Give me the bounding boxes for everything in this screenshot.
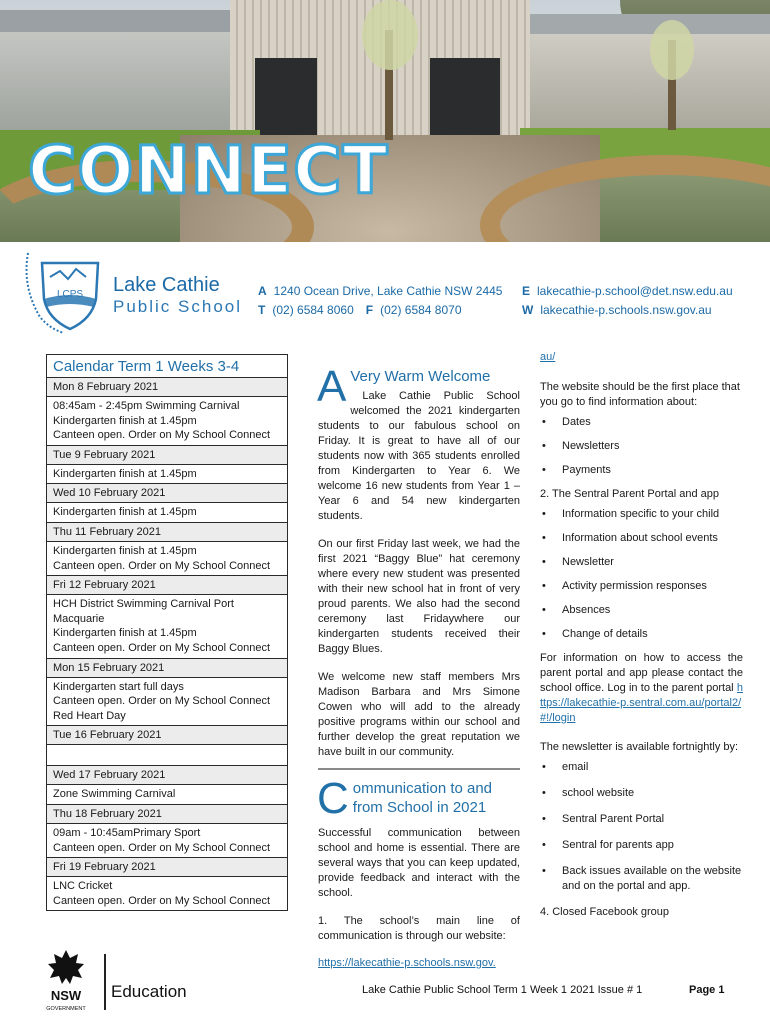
- sentral-heading: 2. The Sentral Parent Portal and app: [540, 488, 719, 500]
- government-wordmark: GOVERNMENT: [46, 1006, 86, 1012]
- bullet-item: • Change of details: [540, 627, 743, 642]
- bullet-item: • Sentral Parent Portal: [540, 812, 743, 827]
- newsletter-channel-list: [540, 760, 743, 894]
- communication-paragraph-1: Successful communication between school and home is essential. There are several ways that you can keep updated, provide feedback and interact with the school.: [318, 827, 520, 899]
- calendar-day: [47, 805, 287, 858]
- calendar-event: Zone Swimming Carnival: [53, 788, 176, 801]
- welcome-section: [317, 362, 520, 760]
- issue-info: Lake Cathie Public School Term 1 Week 1 2021 Issue # 1: [362, 984, 643, 996]
- contact-block-left: [258, 282, 502, 320]
- communication-heading-line2: from School in 2021: [352, 799, 487, 816]
- parent-portal-link[interactable]: https://lakecathie-p.sentral.com.au/portal2/#!/login: [540, 682, 743, 724]
- footer-divider: [104, 954, 106, 1010]
- calendar-event: Kindergarten finish at 1.45pm: [53, 506, 197, 519]
- banner-photo-doorway-left: [255, 58, 317, 140]
- calendar-event: 08:45am - 2:45pm Swimming Carnival: [53, 400, 240, 412]
- calendar-day-events: [47, 824, 287, 857]
- address-key: A: [258, 284, 267, 298]
- calendar-day: [47, 766, 287, 805]
- bullet-item: • Sentral for parents app: [540, 838, 743, 853]
- calendar-day-date: Mon 15 February 2021: [47, 659, 287, 678]
- school-crest-logo: [20, 247, 108, 335]
- bullet-item: • Payments: [540, 463, 743, 478]
- phone-key: T: [258, 303, 266, 317]
- calendar-day-date: Tue 9 February 2021: [47, 446, 287, 465]
- calendar-event: Kindergarten finish at 1.45pm: [53, 544, 197, 557]
- nsw-government-logo: [46, 948, 86, 1016]
- banner-photo-tree-foliage: [362, 0, 418, 70]
- welcome-paragraph-1: Lake Cathie Public School welcomed the 2021 kindergarten students to our fabulous school on Friday. It is great to have all of our students now with 365 students enrolled from Kindergarten to Year 6. We welcome 16 new students from Year 1 – Year 6 and 54 new kindergarten students.: [318, 390, 520, 522]
- calendar-day: [47, 726, 287, 766]
- calendar-day: [47, 378, 287, 446]
- bullet-item: • Information specific to your child: [540, 507, 743, 522]
- calendar-day-events: [47, 877, 287, 910]
- email-key: E: [522, 284, 531, 298]
- communication-dropcap: C: [317, 774, 349, 823]
- banner-photo-building-left: [0, 32, 240, 132]
- website-topic-list: [540, 415, 743, 478]
- communication-paragraph-2: 1. The school’s main line of communication is through our website:: [318, 915, 520, 942]
- calendar-day-events: [47, 542, 287, 575]
- bullet-item: • Dates: [540, 415, 743, 430]
- banner-photo-tree-foliage: [650, 20, 694, 80]
- crest-initials: LCPS: [56, 289, 84, 300]
- calendar-day-events: [47, 503, 287, 522]
- calendar-event: Canteen open. Order on My School Connect: [53, 894, 271, 907]
- communication-heading-line1: ommunication to and: [352, 780, 493, 797]
- bullet-item: • Newsletter: [540, 555, 743, 570]
- address: 1240 Ocean Drive, Lake Cathie NSW 2445: [273, 284, 503, 298]
- calendar-event: Kindergarten finish at 1.45pm: [53, 627, 197, 640]
- section-divider: [318, 768, 520, 770]
- right-column: [540, 350, 743, 920]
- calendar-days: [47, 378, 287, 910]
- bullet-item: • school website: [540, 786, 743, 801]
- website-intro: The website should be the first place that you go to find information about:: [540, 381, 740, 408]
- bullet-item: • email: [540, 760, 743, 775]
- bullet-item: • Activity permission responses: [540, 579, 743, 594]
- welcome-heading: Very Warm Welcome: [350, 368, 491, 385]
- calendar-event: Canteen open. Order on My School Connect: [53, 841, 271, 854]
- calendar-day-date: Thu 18 February 2021: [47, 805, 287, 824]
- portal-info-text: For information on how to access the parent portal and app please contact the school office. Log in to the parent portal: [540, 652, 743, 694]
- calendar-day-date: Fri 12 February 2021: [47, 576, 287, 595]
- facebook-group: 4. Closed Facebook group: [540, 906, 670, 918]
- calendar-day-date: Thu 11 February 2021: [47, 523, 287, 542]
- nsw-wordmark: NSW: [50, 988, 82, 1003]
- banner-photo-doorway-right: [430, 58, 500, 140]
- calendar-table: [46, 354, 288, 911]
- calendar-event: Kindergarten finish at 1.45pm: [53, 467, 197, 480]
- calendar-title: Calendar Term 1 Weeks 3-4: [47, 355, 287, 378]
- calendar-day-date: Fri 19 February 2021: [47, 858, 287, 877]
- school-name-line2: Public School: [113, 297, 243, 316]
- middle-column: [317, 362, 520, 971]
- calendar-event: Red Heart Day: [53, 709, 126, 722]
- school-name-line1: Lake Cathie: [113, 274, 220, 296]
- calendar-event: HCH District Swimming Carnival Port: [53, 598, 234, 611]
- fax: (02) 6584 8070: [380, 303, 462, 317]
- calendar-day-date: Mon 8 February 2021: [47, 378, 287, 397]
- website-link[interactable]: lakecathie-p.schools.nsw.gov.au: [540, 303, 712, 317]
- calendar-day-events: [47, 678, 287, 726]
- calendar-day-events: [47, 785, 287, 804]
- calendar-day: [47, 446, 287, 485]
- calendar-day-date: Wed 17 February 2021: [47, 766, 287, 785]
- school-name: [113, 274, 242, 317]
- portal-info: [540, 651, 743, 726]
- school-website-link-continued[interactable]: au/: [540, 351, 556, 363]
- newsletter-title: CONNECT: [28, 132, 389, 209]
- calendar-event: Canteen open. Order on My School Connect: [53, 695, 271, 708]
- calendar-event: Canteen open. Order on My School Connect: [53, 641, 271, 654]
- calendar-day: [47, 484, 287, 523]
- fax-key: F: [365, 303, 374, 317]
- calendar-event: Canteen open. Order on My School Connect: [53, 559, 271, 572]
- email-link[interactable]: lakecathie-p.school@det.nsw.edu.au: [537, 284, 733, 298]
- page-number: Page 1: [689, 984, 725, 996]
- calendar-event: Canteen open. Order on My School Connect: [53, 429, 271, 442]
- calendar-day-events: [47, 595, 287, 657]
- banner-photo-roof-left: [0, 10, 240, 32]
- banner-photo-building-right: [525, 34, 770, 132]
- education-wordmark: Education: [111, 982, 187, 1001]
- calendar-day: [47, 576, 287, 658]
- bullet-item: • Information about school events: [540, 531, 743, 546]
- calendar-day-events: [47, 745, 287, 765]
- hero-banner: [0, 0, 770, 242]
- phone: (02) 6584 8060: [272, 303, 354, 317]
- calendar-day: [47, 858, 287, 910]
- welcome-paragraph-2: On our first Friday last week, we had the first 2021 “Baggy Blue” hat ceremony where every new student was presented with their new school hat in front of very proud parents. We also had the second ceremony last Fridaywhere our kindergarten students received their Baggy Blues.: [318, 538, 520, 655]
- communication-section: [317, 774, 520, 971]
- school-website-link[interactable]: https://lakecathie-p.schools.nsw.gov.: [318, 957, 496, 969]
- contact-block-right: [522, 282, 733, 320]
- calendar-event: LNC Cricket: [53, 880, 113, 893]
- web-key: W: [522, 303, 534, 317]
- welcome-dropcap: A: [317, 362, 347, 411]
- calendar-day-events: [47, 397, 287, 445]
- calendar-day-events: [47, 465, 287, 484]
- bullet-item: • Newsletters: [540, 439, 743, 454]
- newsletter-intro: The newsletter is available fortnightly by:: [540, 741, 739, 753]
- calendar-day-date: Tue 16 February 2021: [47, 726, 287, 745]
- sentral-topic-list: [540, 507, 743, 642]
- calendar-day: [47, 523, 287, 576]
- calendar-day-date: Wed 10 February 2021: [47, 484, 287, 503]
- bullet-item: • Absences: [540, 603, 743, 618]
- bullet-item: • Back issues available on the website and on the portal and app.: [540, 864, 743, 894]
- calendar-event: Macquarie: [53, 612, 105, 625]
- banner-photo-roof-right: [525, 14, 770, 34]
- calendar-event: Kindergarten start full days: [53, 680, 184, 693]
- calendar-event: Kindergarten finish at 1.45pm: [53, 414, 197, 427]
- welcome-paragraph-3: We welcome new staff members Mrs Madison Barbara and Mrs Simone Cowen who will add to the already positive programs within our school and further develop the great reputation we have built in our community.: [318, 671, 520, 758]
- calendar-day: [47, 659, 287, 727]
- calendar-event: 09am - 10:45amPrimary Sport: [53, 826, 201, 839]
